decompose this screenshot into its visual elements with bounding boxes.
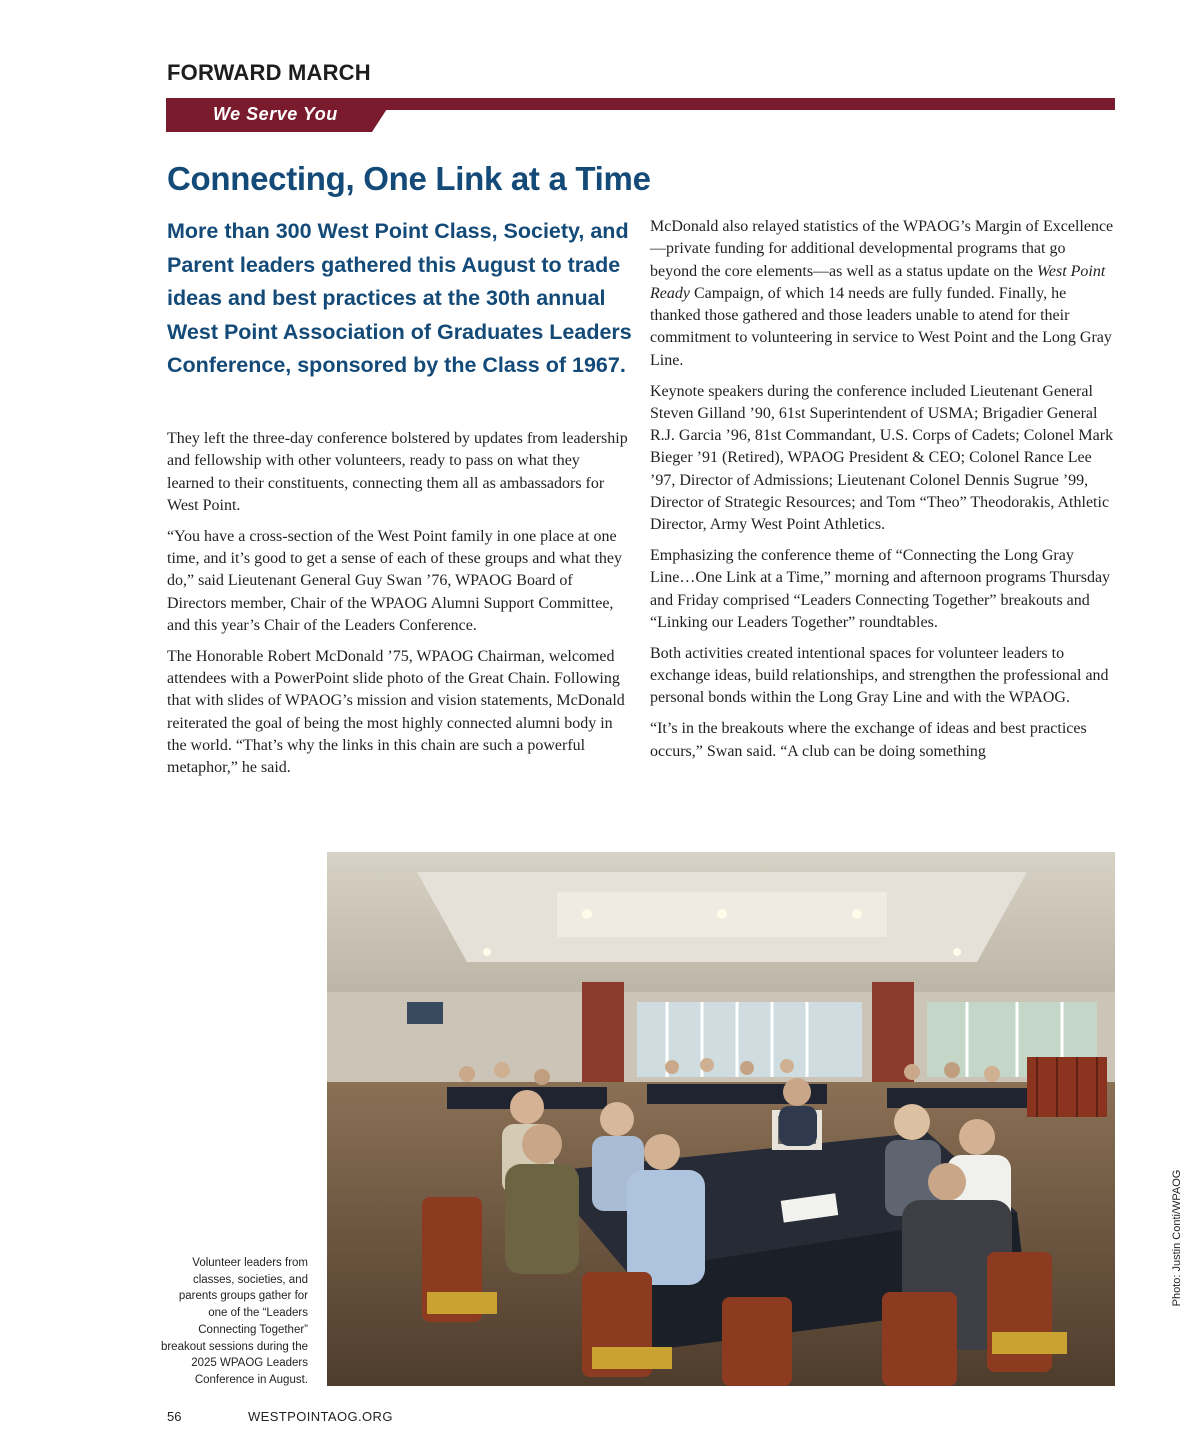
body-paragraph: The Honorable Robert McDonald ’75, WPAOG Chairman, welcomed attendees with a PowerPoint slide photo of the Great Chain. Following that with slides of WPAOG’s mission and vision statements, McDonald reiterated the goal of being the most highly connected alumni body in the world. “That’s why the links in this chain are such a powerful metaphor,” he said. bbox=[167, 647, 625, 777]
article-dek: More than 300 West Point Class, Society, and Parent leaders gathered this August to trade ideas and best practices at the 30th annual West Point Association of Graduates Leaders Conference, sponsored by the Class of 1967. bbox=[167, 219, 632, 377]
page-number: 56 bbox=[167, 1409, 182, 1424]
body-paragraph bbox=[650, 216, 1116, 372]
footer-site-url: WESTPOINTAOG.ORG bbox=[248, 1409, 393, 1424]
conference-photo bbox=[327, 852, 1115, 1386]
article-title: Connecting, One Link at a Time bbox=[167, 160, 651, 197]
body-paragraph: “You have a cross-section of the West Point family in one place at one time, and it’s good to get a sense of each of these groups and what they do,” said Lieutenant General Guy Swan ’76, WPAOG Board of Directors member, Chair of the WPAOG Alumni Support Committee, and this year’s Chair of the Leaders Conference. bbox=[167, 527, 622, 634]
body-paragraph: Keynote speakers during the conference included Lieutenant General Steven Gilland ’90, 61st Superintendent of USMA; Brigadier General R.J. Garcia ’96, 81st Commandant, U.S. Corps of Cadets; Colonel Mark Bieger ’91 (Retired), WPAOG President & CEO; Colonel Rance Lee ’97, Director of Admissions; Lieutenant Colonel Dennis Sugrue ’99, Director of Strategic Resources; and Tom “Theo” Theodorakis, Athletic Director, Army West Point Athletics. bbox=[650, 382, 1114, 534]
section-banner bbox=[166, 98, 1115, 134]
body-text: Campaign, of which 14 needs are fully funded. Finally, he thanked those gathered and those leaders unable to atend for their commitment to volunteering in service to West Point and the Long Gray Line. bbox=[650, 284, 1112, 369]
body-paragraph: They left the three-day conference bolstered by updates from leadership and fellowship with other volunteers, ready to pass on what they learned to their constituents, connecting them all as ambassadors for West Point. bbox=[167, 430, 628, 514]
body-paragraph: “It’s in the breakouts where the exchange of ideas and best practices occurs,” Swan said. “A club can be doing something bbox=[650, 720, 1087, 760]
photo-credit-text: Photo: Justin Conti/WPAOG bbox=[1171, 1169, 1183, 1307]
body-paragraph: Emphasizing the conference theme of “Connecting the Long Gray Line…One Link at a Time,” morning and afternoon programs Thursday and Friday comprised “Leaders Connecting Together” breakouts and “Linking our Leaders Together” roundtables. bbox=[650, 547, 1111, 632]
body-paragraph: Both activities created intentional spaces for volunteer leaders to exchange ideas, build relationships, and strengthen the professional and personal bonds within the Long Gray Line and with the WPAOG. bbox=[650, 644, 1109, 707]
campaign-name: West Point Ready bbox=[650, 262, 1106, 302]
banner-label: We Serve You bbox=[213, 104, 338, 124]
right-column bbox=[650, 216, 1116, 771]
conference-room-illustration bbox=[327, 852, 1115, 1386]
left-column bbox=[167, 428, 629, 788]
photo-caption: Volunteer leaders from classes, societies, and parents groups gather for one of the “Leaders Connecting Together” breakout sessions during the 2025 WPAOG Leaders Conference in August. bbox=[160, 1257, 308, 1386]
section-title: FORWARD MARCH bbox=[167, 60, 371, 85]
body-text: McDonald also relayed statistics of the WPAOG’s Margin of Excellence—private funding for additional developmental programs that go beyond the core elements—as well as a status update on the bbox=[650, 218, 1114, 280]
